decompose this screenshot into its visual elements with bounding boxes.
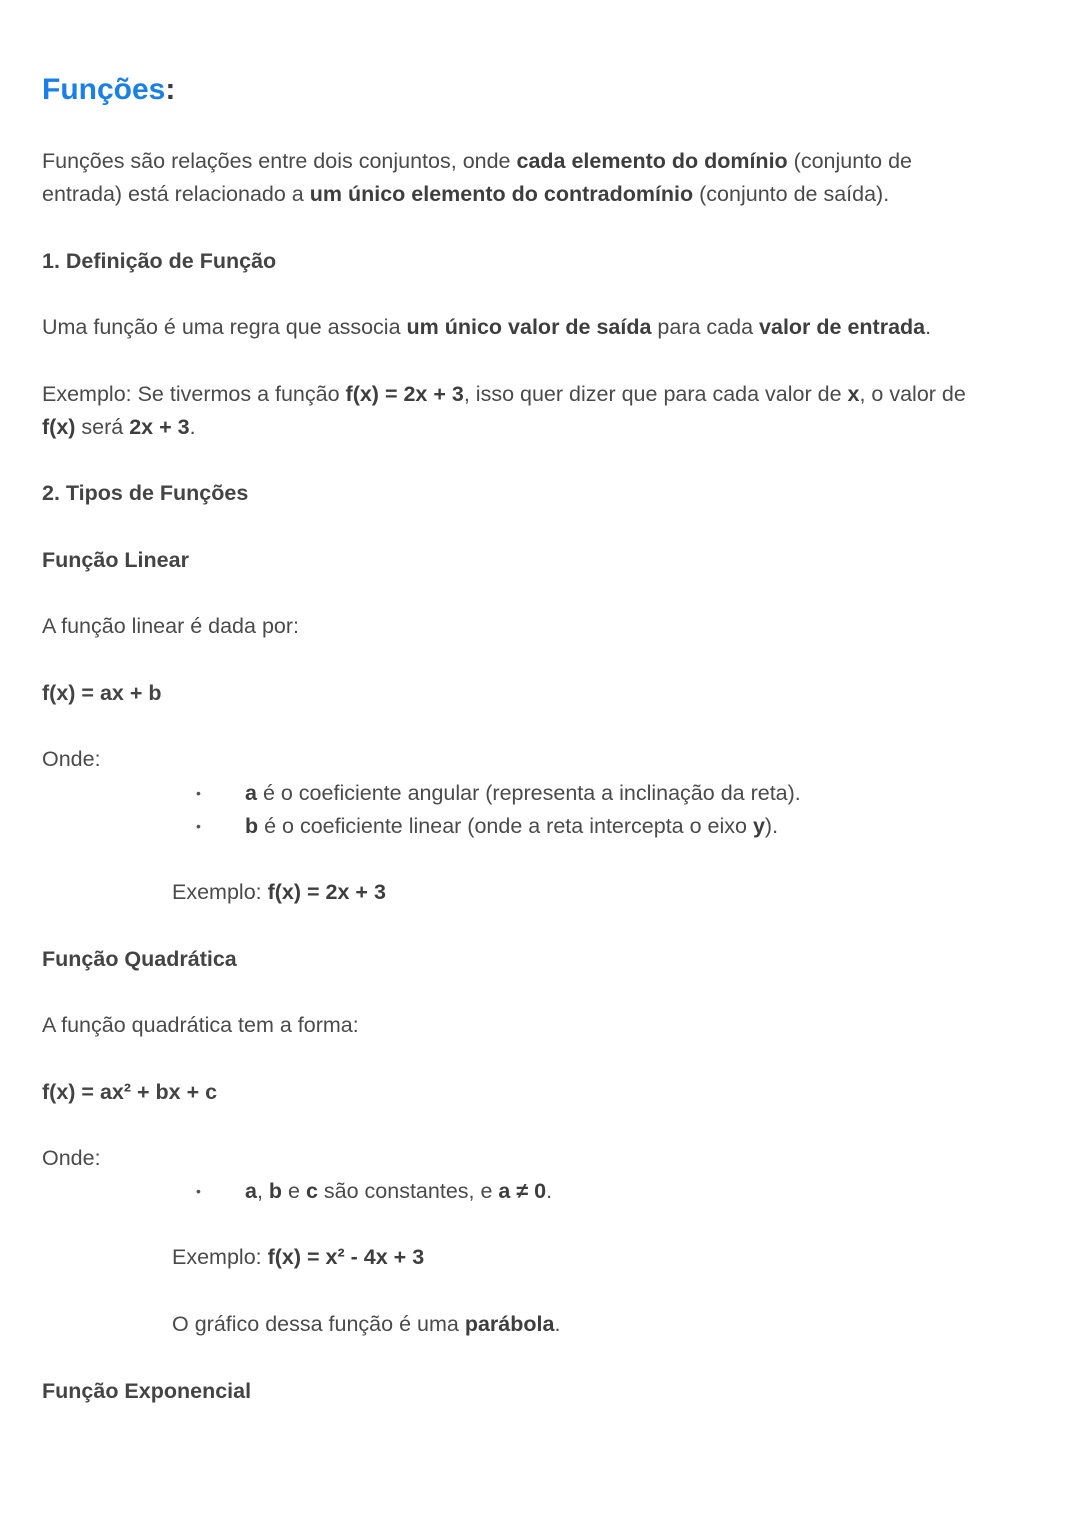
variable-c: c bbox=[305, 1179, 318, 1203]
example-variable: x bbox=[847, 382, 860, 406]
definition-bold: um único valor de saída bbox=[406, 315, 652, 339]
linear-onde-label: Onde: bbox=[42, 747, 101, 771]
variable-b: b bbox=[245, 814, 259, 838]
subheading-quadratica: Função Quadrática bbox=[42, 947, 237, 971]
bullet-text: , bbox=[256, 1179, 269, 1203]
variable-b: b bbox=[268, 1179, 283, 1203]
graph-note-text: . bbox=[554, 1312, 561, 1336]
bullet-text: . bbox=[546, 1179, 553, 1203]
quadratic-bullet bbox=[245, 1175, 552, 1208]
example-text: . bbox=[189, 415, 196, 439]
quadratic-formula: f(x) = ax² + bx + c bbox=[42, 1080, 218, 1104]
definition-text: . bbox=[925, 315, 932, 339]
graph-note-bold: parábola bbox=[464, 1312, 555, 1336]
definition-text: para cada bbox=[651, 315, 760, 339]
linear-bullet-b bbox=[245, 810, 778, 843]
definition-bold: valor de entrada bbox=[759, 315, 926, 339]
bullet-text: ). bbox=[764, 814, 779, 838]
example-text: , isso quer dizer que para cada valor de bbox=[463, 382, 848, 406]
example-formula: f(x) = 2x + 3 bbox=[345, 382, 464, 406]
bullet-icon: • bbox=[196, 818, 201, 834]
linear-intro: A função linear é dada por: bbox=[42, 614, 299, 638]
bullet-text: é o coeficiente angular (representa a inclinação da reta). bbox=[256, 781, 801, 805]
intro-bold: cada elemento do domínio bbox=[516, 149, 788, 173]
intro-line-2 bbox=[42, 178, 889, 211]
section-heading-definicao: 1. Definição de Função bbox=[42, 249, 277, 273]
intro-text: entrada) está relacionado a bbox=[42, 182, 310, 206]
linear-example bbox=[172, 876, 386, 909]
condition: a ≠ 0 bbox=[498, 1179, 547, 1203]
page-title-text: Funções bbox=[42, 73, 166, 106]
quadratic-intro: A função quadrática tem a forma: bbox=[42, 1013, 359, 1037]
subheading-linear: Função Linear bbox=[42, 548, 189, 572]
definition-paragraph bbox=[42, 311, 931, 344]
page-title bbox=[42, 68, 175, 112]
variable-a: a bbox=[245, 1179, 257, 1203]
intro-line-1 bbox=[42, 145, 912, 178]
intro-bold: um único elemento do contradomínio bbox=[309, 182, 694, 206]
quadratic-example bbox=[172, 1241, 424, 1274]
quadratic-graph-note bbox=[172, 1308, 560, 1341]
example-label: Exemplo: bbox=[172, 880, 268, 904]
example-text: , o valor de bbox=[859, 382, 966, 406]
variable-y: y bbox=[752, 814, 765, 838]
bullet-icon: • bbox=[196, 785, 201, 801]
bullet-text: são constantes, e bbox=[317, 1179, 499, 1203]
graph-note-text: O gráfico dessa função é uma bbox=[172, 1312, 465, 1336]
intro-text: (conjunto de bbox=[787, 149, 912, 173]
example-text: Exemplo: Se tivermos a função bbox=[42, 382, 346, 406]
example-formula: f(x) = 2x + 3 bbox=[267, 880, 386, 904]
example-label: Exemplo: bbox=[172, 1245, 268, 1269]
example-line-1 bbox=[42, 378, 966, 411]
bullet-text: é o coeficiente linear (onde a reta intercepta o eixo bbox=[258, 814, 753, 838]
definition-text: Uma função é uma regra que associa bbox=[42, 315, 407, 339]
section-heading-tipos: 2. Tipos de Funções bbox=[42, 481, 249, 505]
linear-bullet-a bbox=[245, 777, 801, 810]
page-title-colon: : bbox=[165, 73, 176, 106]
linear-formula: f(x) = ax + b bbox=[42, 681, 162, 705]
quadratic-onde-label: Onde: bbox=[42, 1146, 101, 1170]
example-line-2 bbox=[42, 411, 196, 444]
example-formula: f(x) = x² - 4x + 3 bbox=[267, 1245, 425, 1269]
example-formula: f(x) bbox=[42, 415, 76, 439]
variable-a: a bbox=[245, 781, 257, 805]
example-text: será bbox=[75, 415, 130, 439]
subheading-exponencial: Função Exponencial bbox=[42, 1379, 252, 1403]
intro-text: (conjunto de saída). bbox=[693, 182, 890, 206]
bullet-icon: • bbox=[196, 1183, 201, 1199]
bullet-text: e bbox=[282, 1179, 306, 1203]
intro-text: Funções são relações entre dois conjuntos, onde bbox=[42, 149, 517, 173]
example-formula: 2x + 3 bbox=[129, 415, 190, 439]
